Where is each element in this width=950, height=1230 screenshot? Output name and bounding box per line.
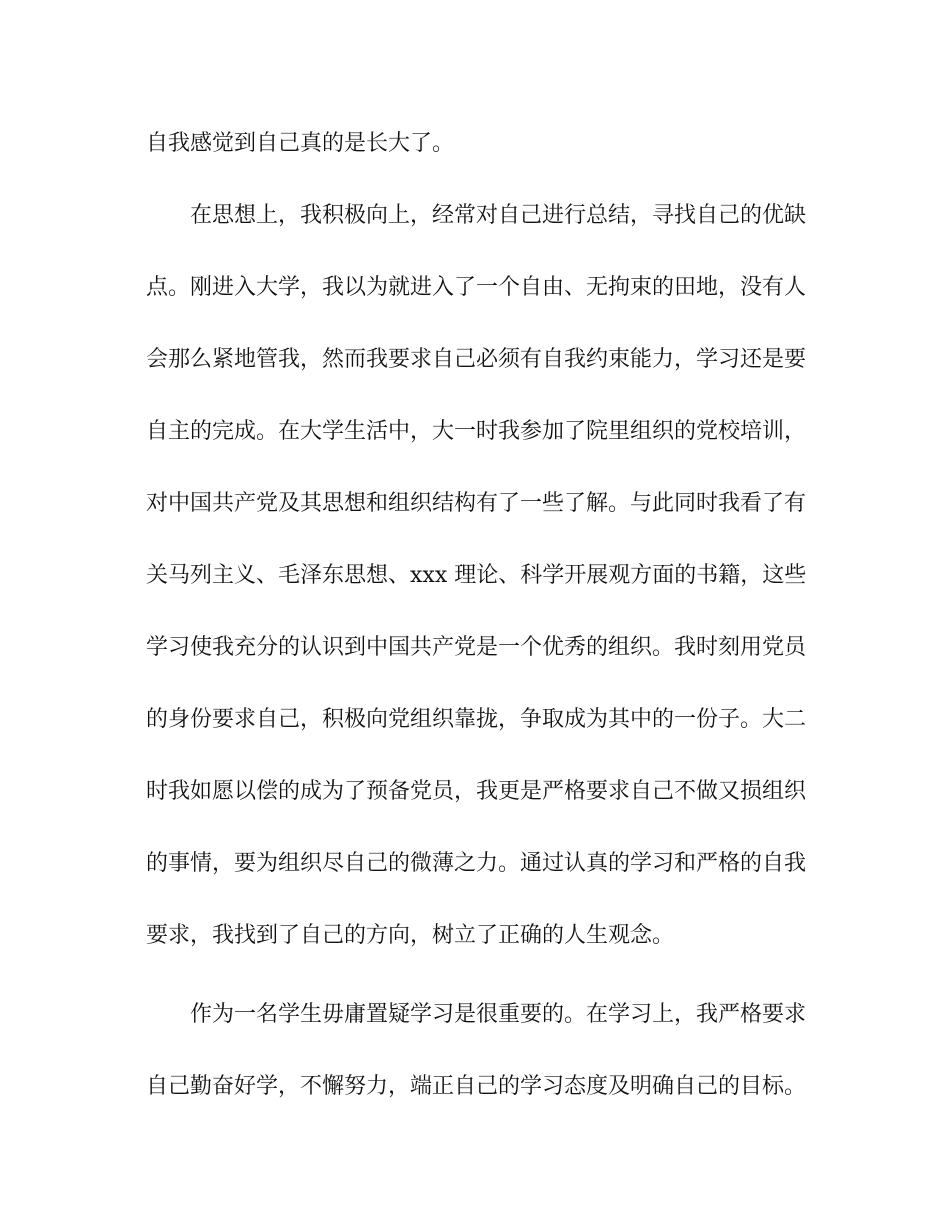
- text-line: 自主的完成。在大学生活中，大一时我参加了院里组织的党校培训，: [146, 419, 807, 444]
- text-line: 自己勤奋好学，不懈努力，端正自己的学习态度及明确自己的目标。: [146, 1074, 807, 1099]
- text-line: 关马列主义、毛泽东思想、xxx 理论、科学开展观方面的书籍，这些: [146, 563, 807, 588]
- text-line: 对中国共产党及其思想和组织结构有了一些了解。与此同时我看了有: [146, 491, 807, 516]
- paragraph-start-line: 作为一名学生毋庸置疑学习是很重要的。在学习上，我严格要求: [190, 1002, 807, 1027]
- text-line: 点。刚进入大学，我以为就进入了一个自由、无拘束的田地，没有人: [146, 275, 807, 300]
- text-line: 的事情，要为组织尽自己的微薄之力。通过认真的学习和严格的自我: [146, 851, 807, 876]
- text-line: 学习使我充分的认识到中国共产党是一个优秀的组织。我时刻用党员: [146, 635, 807, 660]
- text-line: 自我感觉到自己真的是长大了。: [146, 131, 455, 156]
- text-line: 会那么紧地管我，然而我要求自己必须有自我约束能力，学习还是要: [146, 347, 807, 372]
- text-line: 的身份要求自己，积极向党组织靠拢，争取成为其中的一份子。大二: [146, 707, 807, 732]
- text-line: 时我如愿以偿的成为了预备党员，我更是严格要求自己不做又损组织: [146, 779, 807, 804]
- text-line: 要求，我找到了自己的方向，树立了正确的人生观念。: [146, 923, 675, 948]
- paragraph-start-line: 在思想上，我积极向上，经常对自己进行总结，寻找自己的优缺: [190, 203, 807, 228]
